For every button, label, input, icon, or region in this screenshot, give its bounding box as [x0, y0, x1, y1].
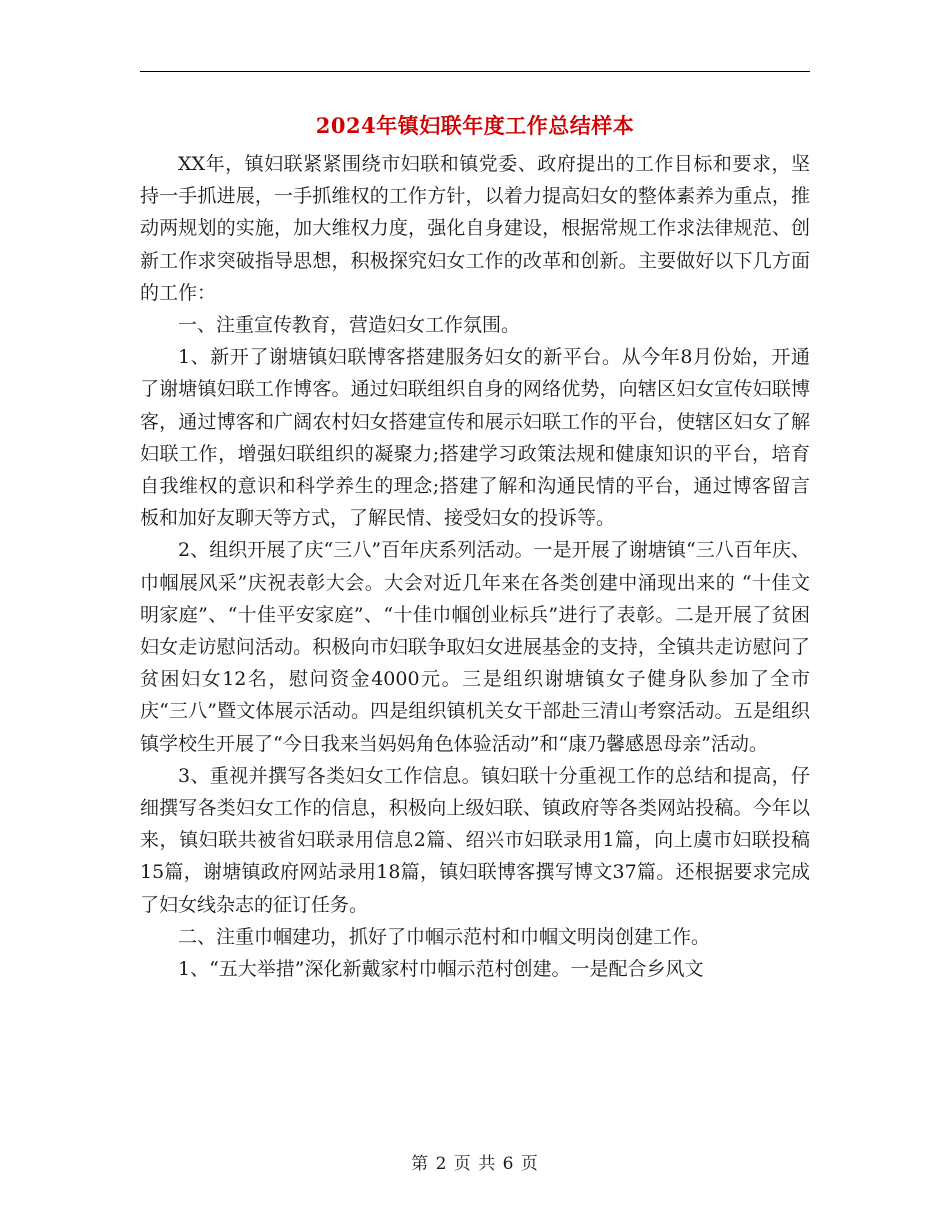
- paragraph: 3、重视并撰写各类妇女工作信息。镇妇联十分重视工作的总结和提高，仔细撰写各类妇女工作的信息，积极向上级妇联、镇政府等各类网站投稿。今年以来，镇妇联共被省妇联录用信息2篇、绍兴市妇联录用1篇，向上虞市妇联投稿15篇，谢塘镇政府网站录用18篇，镇妇联博客撰写博文37篇。还根据要求完成了妇女线杂志的征订任务。: [140, 764, 810, 916]
- section-heading: 一、注重宣传教育，营造妇女工作氛围。: [178, 314, 521, 337]
- paragraph: 1、“五大举措”深化新戴家村巾帼示范村创建。一是配合乡风文: [178, 958, 704, 981]
- section-heading: 二、注重巾帼建功，抓好了巾帼示范村和巾帼文明岗创建工作。: [178, 925, 711, 948]
- page-footer: 第 2 页 共 6 页: [411, 1154, 539, 1174]
- header-rule: [140, 71, 810, 72]
- paragraph: 2、组织开展了庆“三八”百年庆系列活动。一是开展了谢塘镇“三八百年庆、巾帼展风采”庆祝表彰大会。大会对近几年来在各类创建中涌现出来的 “十佳文明家庭”、“十佳平安家庭”、“十佳巾帼创业标兵”进行了表彰。二是开展了贫困妇女走访慰问活动。积极向市妇联争取妇女进展基金的支持，全镇共走访慰问了贫困妇女12名，慰问资金4000元。三是组织谢塘镇女子健身队参加了全市庆“三八”暨文体展示活动。四是组织镇机关女干部赴三清山考察活动。五是组织镇学校生开展了“今日我来当妈妈角色体验活动”和“康乃馨感恩母亲”活动。: [140, 539, 810, 755]
- paragraph: 1、新开了谢塘镇妇联博客搭建服务妇女的新平台。从今年8月份始，开通了谢塘镇妇联工作博客。通过妇联组织自身的网络优势，向辖区妇女宣传妇联博客，通过博客和广阔农村妇女搭建宣传和展示妇联工作的平台，使辖区妇女了解妇联工作，增强妇联组织的凝聚力;搭建学习政策法规和健康知识的平台，培育自我维权的意识和科学养生的理念;搭建了解和沟通民情的平台，通过博客留言板和加好友聊天等方式，了解民情、接受妇女的投诉等。: [140, 346, 810, 530]
- document-title: 2024年镇妇联年度工作总结样本: [315, 113, 635, 138]
- paragraph: XX年，镇妇联紧紧围绕市妇联和镇党委、政府提出的工作目标和要求，坚持一手抓进展，一手抓维权的工作方针，以着力提高妇女的整体素养为重点，推动两规划的实施，加大维权力度，强化自身建设，根据常规工作求法律规范、创新工作求突破指导思想，积极探究妇女工作的改革和创新。主要做好以下几方面的工作：: [140, 153, 810, 304]
- document-body: [140, 148, 810, 985]
